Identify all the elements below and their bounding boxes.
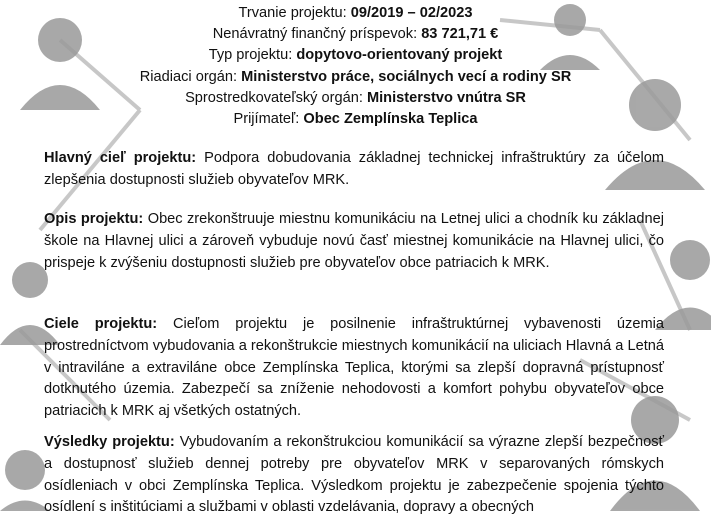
meta-line-intermediate-body: Sprostredkovateľský orgán: Ministerstvo vnútra SR (185, 89, 526, 106)
section-main-goal: Hlavný cieľ projektu: Podpora dobudovania základnej technickej infraštruktúry za účelom zlepšenia dostupnosti služieb obyvateľov MRK. (44, 150, 664, 188)
meta-line-type: Typ projektu: dopytovo-orientovaný projekt (208, 47, 503, 64)
meta-line-duration: Trvanie projektu: 09/2019 – 02/2023 (238, 5, 473, 21)
meta-line-managing-authority: Riadiaci orgán: Ministerstvo práce, sociálnych vecí a rodiny SR (139, 68, 572, 85)
section-objectives: Ciele projektu: Cieľom projektu je posilnenie infraštruktúrnej vybavenosti územia prostredníctvom vybudovania a rekonštrukcie miestnych komunikácií na uliciach Hlavná a Letná v intraviláne a extraviláne obce Zemplínska Teplica, ktorými sa zlepší dopravná prístupnosť dotknutého územia. Zabezpečí sa zníženie nehodovosti a komfort pohybu obyvateľov obce patriacich k MRK aj všetkých ostatných. (44, 316, 664, 420)
project-metadata (0, 0, 711, 130)
section-results: Výsledky projektu: Vybudovaním a rekonštrukciou komunikácií sa výrazne zlepší bezpečnosť a dostupnosť služieb dennej potreby pre obyvateľov MRK v separovaných rómskych osídleniach v obci Zemplínska Teplica. Výsledkom projektu je zabezpečenie spojenia týchto osídlení s inštitúciami a službami v oblasti vzdelávania, dopravy a obecných (44, 434, 664, 516)
section-description: Opis projektu: Obec zrekonštruuje miestnu komunikáciu na Letnej ulici a chodník ku základnej škole na Hlavnej ulici a zároveň vybuduje novú časť miestnej komunikácie na Hlavnej ulici, čo prispeje k zvýšeniu dostupnosti služieb pre obyvateľov obce patriacich k MRK. (44, 211, 665, 271)
meta-line-grant: Nenávratný finančný príspevok: 83 721,71 € (212, 26, 499, 43)
meta-line-recipient: Prijímateľ: Obec Zemplínska Teplica (233, 111, 478, 128)
person-icon (0, 450, 50, 511)
